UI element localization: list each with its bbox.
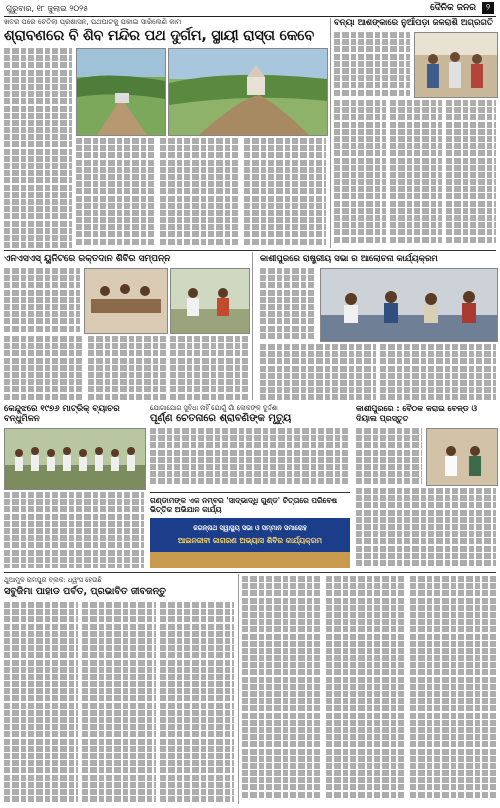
- a9-kicker: ଥୁଆମୁଳ ରାମପୁର ବ୍ଲକ: ଧ୍ୱଂସ ହେଉଛି: [4, 576, 102, 584]
- a3-col-2: [4, 336, 84, 400]
- a3-photo-2: [170, 268, 250, 334]
- section-rule: [150, 492, 350, 493]
- a4-col-3: [380, 344, 496, 400]
- a9-col-1: [4, 602, 78, 804]
- a8-col-2: [326, 576, 406, 804]
- a4-photo-meeting: [320, 268, 498, 342]
- event-banner-line1: ଜଗନ୍ନାଥ ସ୍ୱାସ୍ଥ୍ୟ ସଭା ଓ ସମ୍ମାନ ସମାରୋହ: [193, 524, 307, 532]
- a6-photo-group: [4, 428, 146, 490]
- column-rule: [252, 252, 253, 400]
- a4-headline: କାଶୀପୁରରେ ରାଷ୍ଟ୍ରୀୟ ସଭା ର ଆଲୋଚନା କାର୍ଯ୍ୟକ୍ରମ: [260, 254, 438, 264]
- a5-kicker: ଯୋଗାଯୋଗ ସୁବିଧା ନାହିଁ ଯୋଗୁଁ ଗାଁ ଲୋକଙ୍କ ଦୁର୍ଦ୍ଦଶା: [150, 404, 278, 412]
- a4-col-1: [260, 268, 316, 340]
- a2-col-3: [390, 100, 442, 248]
- a2-photo-people: [414, 32, 498, 98]
- a7-photo: [426, 428, 498, 486]
- a7-col-1: [356, 428, 422, 484]
- a2-headline: ବନ୍ୟା ଆଶଙ୍କାରେ ନୁଆଁପଡ଼ା ଜଳରାଶି ଅଗ୍ରଗତି: [334, 18, 493, 28]
- event-banner-photo: [150, 518, 350, 568]
- a9-col-2: [82, 602, 156, 804]
- issue-date: ଗୁରୁବାର, ୧୮ ଜୁଲାଇ ୨୦୨୫: [6, 4, 89, 13]
- a1-photo-temple: [168, 48, 328, 136]
- a7-headline: କାଶୀପୁରରେ : ବୈଠକ କରାଇ ବେଳ୍ଡ ଓ ଦିୟାଲ ପ୍ରସ୍ତୁତ: [356, 404, 477, 423]
- a1-kicker: ଖବର ପରେ ଚେତିଲା ପ୍ରଶାସନ, ପଥଘାଟକୁ ପକାଇ ସାରିଲେଣି କାମ: [4, 18, 182, 26]
- a2-col-4: [446, 100, 496, 248]
- a2-col-2: [334, 100, 386, 248]
- column-rule: [330, 18, 331, 248]
- a6-body: [4, 492, 144, 568]
- a6-headline: କେନ୍ଦୁଝରେ ୧୯୭୬ ମାଟ୍ରିକ୍ ବ୍ୟାଚର ବନ୍ଧୁମିଳନ: [4, 404, 120, 424]
- stage-people: [150, 552, 350, 568]
- a5-body: [150, 428, 350, 488]
- a1-col-3: [160, 138, 240, 248]
- event-banner-line2: ଆଇନଜୀବୀ ଜାଗରଣ ଅଭ୍ୟାସ ଶିବିର କାର୍ଯ୍ୟକ୍ରମ: [177, 536, 322, 545]
- a3-col-4: [170, 336, 248, 400]
- section-rule: [4, 572, 496, 573]
- masthead: [4, 2, 496, 17]
- a3-headline: ଏନଏସଏସ୍ ୟୁନିଟରେ ରକ୍ତଦାନ ଶିବିର ସମ୍ପନ୍ନ: [4, 254, 171, 264]
- section-rule: [4, 250, 496, 251]
- a1-photo-road: [76, 48, 166, 136]
- a8-col-3: [410, 576, 496, 804]
- a9-col-3: [160, 602, 234, 804]
- a1-col-1: [4, 48, 72, 248]
- a3-col-1: [4, 268, 80, 332]
- column-rule: [238, 574, 239, 804]
- a8-headline: ଗଣ୍ଡାମଙ୍କ ଏକ ନମ୍ବର 'ସାଦ୍ଭାଦ୍ଧି ଗୁଣ୍ଡ' ଚିତ୍ତାରେ ପରିବେଷ ଭିତ୍ତିକ ଅଭିଯାନ କାର୍ଯ୍ୟ: [150, 496, 338, 514]
- a1-col-2: [76, 138, 156, 248]
- a5-headline: ପୂର୍ଣ୍ଣ ଚେତନାରେ ଶ୍ରାବଣିଙ୍କ ମୃତ୍ୟୁ: [150, 413, 292, 424]
- a3-col-3: [88, 336, 166, 400]
- a3-photo-1: [84, 268, 168, 334]
- a8-col-1: [242, 576, 322, 804]
- a7-body: [356, 488, 496, 568]
- paper-name: ଦୈନିକ ଜନର: [430, 3, 476, 13]
- a1-headline: ଶ୍ରାବଣରେ ବି ଶିବ ମନ୍ଦିର ପଥ ଦୁର୍ଗମ, ସ୍ଥାୟୀ ରାସ୍ତା କେବେ: [4, 28, 315, 44]
- a1-col-4: [244, 138, 326, 248]
- a4-col-2: [260, 344, 376, 400]
- page-number: ୨: [482, 2, 494, 14]
- a9-headline: ସବୁଜିମା ପାହାଡ ପର୍ବତ, ପ୍ରଭାବିତ ଜୀବଜନ୍ତୁ: [4, 586, 166, 597]
- a2-col-1: [334, 32, 410, 96]
